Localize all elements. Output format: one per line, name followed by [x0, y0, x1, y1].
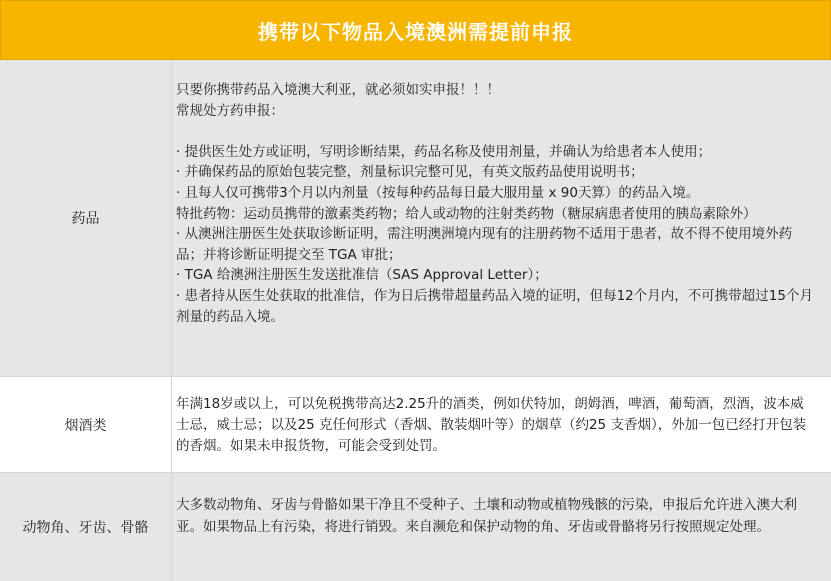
- content-line: · 患者持从医生处获取的批准信，作为日后携带超量药品入境的证明，但每12个月内，不可携带超过15个月剂量的药品入境。: [176, 287, 813, 325]
- table-row-tobacco-alcohol: [0, 377, 831, 473]
- content-line: · 且每人仅可携带3个月以内剂量（按每种药品每日最大服用量 x 90天算）的药品入境。: [176, 184, 700, 201]
- table-row-animal-parts: [0, 473, 831, 581]
- title-banner: [0, 0, 831, 60]
- content-line: 只要你携带药品入境澳大利亚，就必须如实申报！！！: [176, 82, 500, 98]
- content-line: · 提供医生处方或证明，写明诊断结果，药品名称及使用剂量，并确认为给患者本人使用；: [176, 143, 712, 160]
- content-line: · TGA 给澳洲注册医生发送批准信（SAS Approval Letter）；: [176, 267, 548, 284]
- row-label: 烟酒类: [0, 377, 172, 472]
- content-line: · 并确保药品的原始包装完整，剂量标识完整可见，有英文版药品使用说明书；: [176, 164, 644, 181]
- content-line: 年满18岁或以上，可以免税携带高达2.25升的酒类，例如伏特加，朗姆酒，啤酒，葡萄酒，烈酒，波本威士忌，威士忌；以及25 克任何形式（香烟、散装烟叶等）的烟草（约25 支香烟），外加一包已经打开包装的香烟。如果未申报货物，可能会受到处罚。: [176, 396, 807, 454]
- table-row-medicine: [0, 60, 831, 377]
- row-content: [172, 377, 831, 472]
- row-content: [172, 473, 831, 581]
- spacer: [176, 121, 817, 142]
- row-content: [172, 60, 831, 376]
- row-label: 动物角、牙齿、骨骼: [0, 473, 172, 581]
- content-line: 常规处方药申报：: [176, 102, 284, 119]
- content-line: · 从澳洲注册医生处获取诊断证明，需注明澳洲境内现有的注册药物不适用于患者，故不得不使用境外药品；并将诊断证明提交至 TGA 审批；: [176, 226, 793, 263]
- row-label: 药品: [0, 60, 172, 376]
- content-line: 特批药物：运动员携带的激素类药物；给人或动物的注射类药物（糖尿病患者使用的胰岛素除外）: [176, 205, 757, 222]
- page-title: 携带以下物品入境澳洲需提前申报: [258, 19, 573, 44]
- content-line: 大多数动物角、牙齿与骨骼如果干净且不受种子、土壤和动物或植物残骸的污染，申报后允许进入澳大利亚。如果物品上有污染，将进行销毁。来自濒危和保护动物的角、牙齿或骨骼将另行按照规定处理。: [176, 497, 797, 535]
